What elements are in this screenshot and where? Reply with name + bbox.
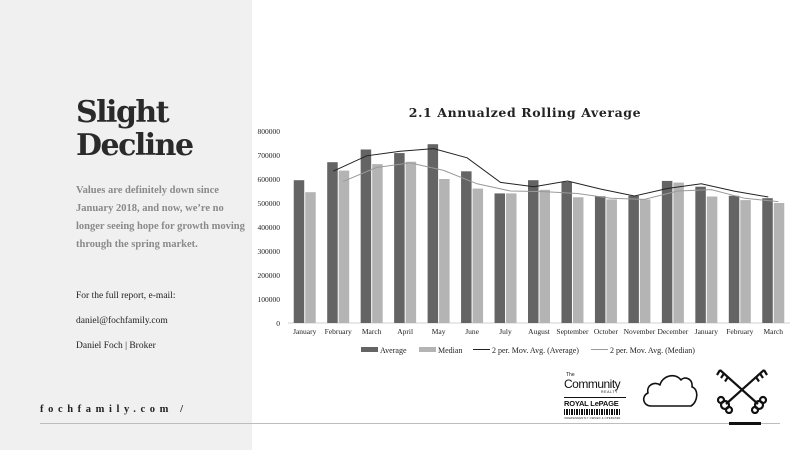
bar-average [628, 196, 639, 323]
x-tick-label: October [593, 327, 619, 336]
bar-median [406, 162, 417, 323]
logo-the: The [566, 372, 575, 378]
bar-average [729, 196, 740, 323]
bar-median [640, 199, 651, 323]
logo-fine-print: INDEPENDENTLY OWNED & OPERATED [564, 417, 621, 420]
x-tick-label: April [397, 327, 414, 336]
slide-title [76, 96, 246, 162]
bar-median [540, 190, 551, 323]
x-tick-label: December [657, 327, 689, 336]
bar-median [673, 183, 684, 323]
x-tick-label: July [499, 327, 512, 336]
y-tick-label: 500000 [257, 199, 280, 208]
cloud-icon [641, 372, 699, 410]
bar-median [473, 189, 484, 323]
bar-average [595, 196, 606, 323]
footer-divider [40, 423, 780, 424]
x-tick-label: February [324, 327, 352, 336]
x-tick-label: August [528, 327, 550, 336]
y-tick-label: 100000 [257, 295, 280, 304]
chart-legend [361, 346, 695, 355]
logo-barcode [564, 409, 620, 415]
bar-median [339, 171, 350, 323]
x-tick-label: May [431, 327, 446, 336]
bar-median [707, 197, 718, 323]
legend-label-ma-average: 2 per. Mov. Avg. (Average) [492, 346, 579, 355]
legend-swatch-average [361, 347, 378, 352]
y-tick-label: 0 [276, 319, 280, 328]
bar-median [573, 197, 584, 323]
x-tick-label: February [726, 327, 754, 336]
chart-title: 2.1 Annualzed Rolling Average [408, 105, 642, 120]
legend-label-average: Average [380, 346, 407, 355]
bar-average [327, 162, 338, 323]
crossed-keys-icon [714, 366, 770, 414]
title-line-1: Slight [76, 95, 169, 130]
contact-block [76, 291, 246, 366]
y-tick-label: 600000 [257, 175, 280, 184]
x-tick-label: September [556, 327, 589, 336]
y-tick-label: 700000 [257, 151, 280, 160]
bar-average [561, 182, 572, 323]
y-tick-label: 400000 [257, 223, 280, 232]
footer-url[interactable]: fochfamily.com / [40, 404, 188, 415]
community-realty-logo [564, 373, 626, 423]
x-tick-label: March [763, 327, 784, 336]
legend-swatch-median [419, 347, 436, 352]
x-tick-label: June [465, 327, 479, 336]
bar-average [294, 180, 305, 323]
x-tick-label: January [694, 327, 718, 336]
bar-median [606, 199, 617, 323]
legend-label-median: Median [438, 346, 463, 355]
footer-accent-bar [729, 422, 761, 425]
summary-text: Values are definitely down since January 2018, and now, we’re no longer seeing hope for growth moving through the spring market. [76, 185, 245, 250]
x-axis-labels [293, 327, 783, 336]
y-tick-label: 200000 [257, 271, 280, 280]
logo-realty: REALTY [601, 390, 618, 394]
x-tick-label: January [293, 327, 317, 336]
bar-average [461, 171, 472, 323]
bar-average [662, 181, 673, 323]
y-tick-label: 800000 [257, 127, 280, 136]
bar-average [361, 149, 372, 323]
x-tick-label: November [623, 327, 656, 336]
bar-average [428, 144, 439, 323]
bar-average [695, 187, 706, 323]
contact-prompt: For the full report, e-mail: [76, 291, 176, 301]
bar-average [394, 153, 405, 323]
title-line-2: Decline [76, 128, 193, 163]
y-axis-ticks [258, 127, 281, 328]
x-tick-label: March [361, 327, 382, 336]
bar-average [528, 180, 539, 323]
bar-median [506, 193, 517, 323]
bar-average [762, 198, 773, 323]
bar-median [774, 203, 785, 323]
bar-median [305, 192, 316, 323]
logo-royal-lepage: ROYAL LePAGE [564, 397, 626, 408]
y-tick-label: 300000 [257, 247, 280, 256]
bar-median [372, 164, 383, 323]
legend-label-ma-median: 2 per. Mov. Avg. (Median) [610, 346, 695, 355]
bar-median [740, 200, 751, 323]
contact-email[interactable]: daniel@fochfamily.com [76, 316, 168, 326]
bar-median [439, 179, 450, 323]
rolling-average-chart [252, 95, 800, 365]
logo-community: Community [564, 377, 621, 391]
bar-average [495, 193, 506, 323]
agent-name: Daniel Foch | Broker [76, 341, 156, 351]
